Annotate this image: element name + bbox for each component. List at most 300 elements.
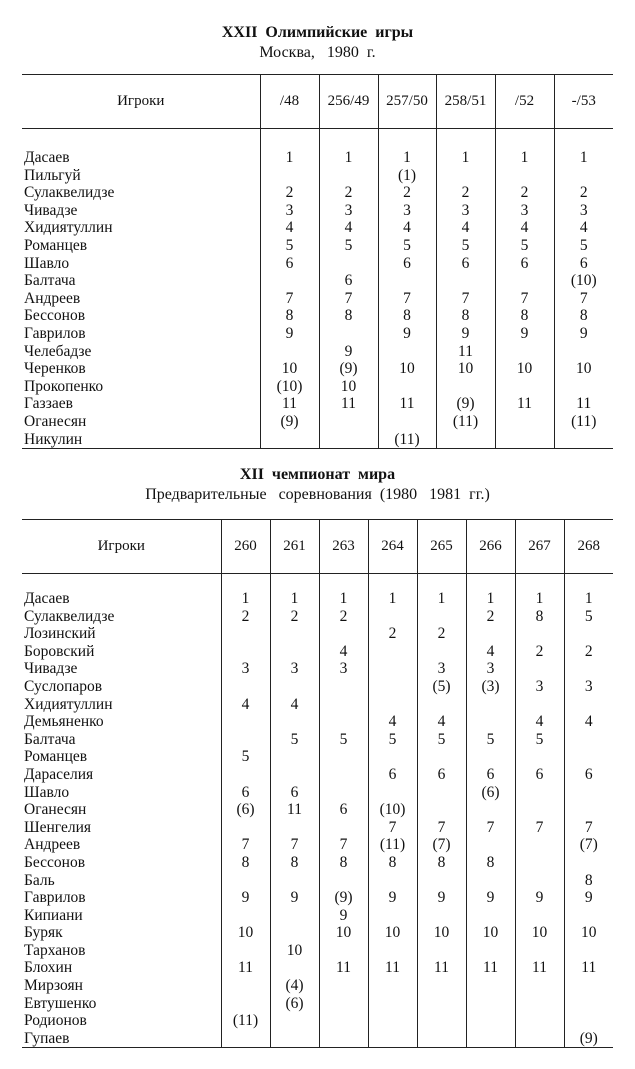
- lineup-position-cell: 10: [378, 360, 436, 378]
- lineup-position-cell: 11: [319, 395, 378, 413]
- lineup-position-cell: 10: [515, 924, 564, 942]
- lineup-position-cell: 10: [221, 924, 270, 942]
- lineup-position-cell: [221, 872, 270, 890]
- lineup-position-cell: 5: [368, 731, 417, 749]
- lineup-position-cell: 5: [495, 237, 554, 255]
- lineup-position-cell: 10: [466, 924, 515, 942]
- lineup-position-cell: 7: [378, 290, 436, 308]
- table-row: [22, 872, 613, 890]
- player-name: Романцев: [24, 236, 88, 254]
- lineup-position-cell: 4: [515, 713, 564, 731]
- lineup-position-cell: [221, 995, 270, 1013]
- lineup-position-cell: 10: [260, 360, 319, 378]
- lineup-position-cell: [417, 696, 466, 714]
- lineup-position-cell: 1: [368, 590, 417, 608]
- table-row: [22, 836, 613, 854]
- lineup-position-cell: 3: [495, 202, 554, 220]
- player-name: Кипиани: [24, 906, 83, 924]
- player-name: Оганесян: [24, 412, 87, 430]
- lineup-position-cell: [319, 995, 368, 1013]
- lineup-position-cell: (7): [417, 836, 466, 854]
- lineup-position-cell: [319, 413, 378, 431]
- lineup-position-cell: [554, 167, 613, 185]
- lineup-position-cell: [564, 907, 613, 925]
- lineup-position-cell: [466, 995, 515, 1013]
- table-row: [22, 149, 613, 167]
- match-column-header: 263: [319, 520, 368, 574]
- lineup-position-cell: 6: [378, 255, 436, 273]
- lineup-position-cell: 8: [319, 854, 368, 872]
- table-row: [22, 854, 613, 872]
- table-row: [22, 977, 613, 995]
- lineup-position-cell: [495, 343, 554, 361]
- player-name: Хидиятуллин: [24, 695, 113, 713]
- lineup-position-cell: [319, 942, 368, 960]
- lineup-position-cell: 7: [554, 290, 613, 308]
- lineup-position-cell: 5: [436, 237, 495, 255]
- lineup-position-cell: [466, 977, 515, 995]
- lineup-position-cell: [319, 255, 378, 273]
- lineup-position-cell: (11): [554, 413, 613, 431]
- lineup-position-cell: 2: [554, 184, 613, 202]
- lineup-position-cell: 2: [221, 608, 270, 626]
- lineup-position-cell: [515, 1030, 564, 1048]
- table-row: [22, 378, 613, 396]
- lineup-position-cell: 6: [319, 272, 378, 290]
- lineup-position-cell: 9: [319, 343, 378, 361]
- lineup-position-cell: [564, 784, 613, 802]
- player-name: Блохин: [24, 959, 73, 977]
- lineup-position-cell: [466, 748, 515, 766]
- player-name: Андреев: [24, 836, 81, 854]
- lineup-position-cell: [319, 325, 378, 343]
- lineup-position-cell: [319, 748, 368, 766]
- section1-subtitle: Москва, 1980 г.: [259, 44, 376, 61]
- player-name: Гаврилов: [24, 324, 86, 342]
- lineup-position-cell: 4: [495, 219, 554, 237]
- spacer-cell: [22, 574, 221, 591]
- lineup-position-cell: 3: [466, 660, 515, 678]
- lineup-position-cell: [417, 942, 466, 960]
- lineup-position-cell: [515, 660, 564, 678]
- lineup-position-cell: (6): [466, 784, 515, 802]
- spacer-cell: [319, 129, 378, 150]
- lineup-position-cell: [378, 272, 436, 290]
- lineup-position-cell: 10: [368, 924, 417, 942]
- lineup-position-cell: [260, 167, 319, 185]
- lineup-position-cell: [221, 713, 270, 731]
- lineup-position-cell: [368, 977, 417, 995]
- lineup-position-cell: [417, 1012, 466, 1030]
- lineup-position-cell: 11: [417, 959, 466, 977]
- match-column-header: 267: [515, 520, 564, 574]
- player-name: Шенгелия: [24, 818, 92, 836]
- table-row: [22, 325, 613, 343]
- lineup-position-cell: (11): [221, 1012, 270, 1030]
- lineup-position-cell: 11: [319, 959, 368, 977]
- lineup-position-cell: 6: [495, 255, 554, 273]
- lineup-position-cell: 6: [270, 784, 319, 802]
- lineup-position-cell: [436, 272, 495, 290]
- lineup-position-cell: 11: [515, 959, 564, 977]
- world-cup-qualifiers-table: [22, 519, 613, 1048]
- lineup-position-cell: [221, 977, 270, 995]
- table-row: [22, 360, 613, 378]
- table-row: [22, 748, 613, 766]
- lineup-position-cell: 5: [564, 608, 613, 626]
- spacer-row: [22, 129, 613, 150]
- lineup-position-cell: 6: [515, 766, 564, 784]
- player-name: Хидиятуллин: [24, 219, 113, 237]
- lineup-position-cell: 9: [221, 889, 270, 907]
- lineup-position-cell: 8: [270, 854, 319, 872]
- lineup-position-cell: [368, 1030, 417, 1048]
- lineup-position-cell: [270, 1030, 319, 1048]
- lineup-position-cell: [270, 819, 319, 837]
- lineup-position-cell: 3: [319, 202, 378, 220]
- lineup-position-cell: [270, 1012, 319, 1030]
- lineup-position-cell: [270, 766, 319, 784]
- lineup-position-cell: [515, 942, 564, 960]
- lineup-position-cell: [515, 977, 564, 995]
- player-name: Прокопенко: [24, 377, 104, 395]
- lineup-position-cell: [466, 713, 515, 731]
- lineup-position-cell: [495, 167, 554, 185]
- player-name: Гупаев: [24, 1029, 70, 1047]
- lineup-position-cell: [495, 413, 554, 431]
- lineup-position-cell: 3: [515, 678, 564, 696]
- lineup-position-cell: (9): [436, 395, 495, 413]
- lineup-position-cell: 2: [564, 643, 613, 661]
- lineup-position-cell: (5): [417, 678, 466, 696]
- table-row: [22, 272, 613, 290]
- lineup-position-cell: [270, 678, 319, 696]
- lineup-position-cell: [417, 784, 466, 802]
- lineup-position-cell: 1: [319, 590, 368, 608]
- lineup-position-cell: [515, 784, 564, 802]
- lineup-position-cell: [378, 378, 436, 396]
- lineup-position-cell: 7: [436, 290, 495, 308]
- player-name: Черенков: [24, 360, 86, 378]
- table-row: [22, 343, 613, 361]
- table-row: [22, 413, 613, 431]
- lineup-position-cell: [495, 272, 554, 290]
- lineup-position-cell: 5: [466, 731, 515, 749]
- lineup-position-cell: [368, 1012, 417, 1030]
- player-name: Родионов: [24, 1012, 87, 1030]
- lineup-position-cell: [319, 872, 368, 890]
- lineup-position-cell: 3: [436, 202, 495, 220]
- players-column-header: Игроки: [117, 93, 165, 109]
- section2-title: XII чемпионат мира: [239, 466, 396, 483]
- lineup-position-cell: 1: [515, 590, 564, 608]
- table-row: [22, 924, 613, 942]
- lineup-position-cell: 2: [436, 184, 495, 202]
- table-header-row: [22, 75, 613, 129]
- lineup-position-cell: 5: [554, 237, 613, 255]
- lineup-position-cell: [319, 696, 368, 714]
- lineup-position-cell: 9: [319, 907, 368, 925]
- table-row: [22, 660, 613, 678]
- player-name: Евтушенко: [24, 994, 97, 1012]
- lineup-position-cell: 1: [221, 590, 270, 608]
- lineup-position-cell: 1: [564, 590, 613, 608]
- player-name: Бессонов: [24, 307, 86, 325]
- lineup-position-cell: [221, 1030, 270, 1048]
- lineup-position-cell: [221, 643, 270, 661]
- lineup-position-cell: 1: [554, 149, 613, 167]
- lineup-position-cell: 11: [368, 959, 417, 977]
- player-name: Бессонов: [24, 853, 86, 871]
- table-row: [22, 219, 613, 237]
- lineup-position-cell: 2: [368, 625, 417, 643]
- lineup-position-cell: 4: [319, 219, 378, 237]
- lineup-position-cell: 6: [319, 801, 368, 819]
- lineup-position-cell: [368, 678, 417, 696]
- lineup-position-cell: 8: [564, 872, 613, 890]
- match-column-header: -/53: [554, 75, 613, 129]
- lineup-position-cell: 4: [436, 219, 495, 237]
- lineup-position-cell: (7): [564, 836, 613, 854]
- lineup-position-cell: 9: [417, 889, 466, 907]
- table-row: [22, 801, 613, 819]
- lineup-position-cell: [515, 995, 564, 1013]
- lineup-position-cell: [319, 431, 378, 449]
- lineup-position-cell: (6): [221, 801, 270, 819]
- lineup-position-cell: [564, 696, 613, 714]
- lineup-position-cell: 4: [270, 696, 319, 714]
- lineup-position-cell: 5: [319, 237, 378, 255]
- lineup-position-cell: [378, 343, 436, 361]
- lineup-position-cell: 8: [495, 307, 554, 325]
- lineup-position-cell: [466, 872, 515, 890]
- lineup-position-cell: [466, 836, 515, 854]
- lineup-position-cell: 2: [466, 608, 515, 626]
- lineup-position-cell: 10: [319, 378, 378, 396]
- player-name: Боровский: [24, 642, 95, 660]
- player-name: Тарханов: [24, 941, 86, 959]
- table-row: [22, 307, 613, 325]
- table-row: [22, 942, 613, 960]
- lineup-position-cell: 4: [319, 643, 368, 661]
- lineup-position-cell: 3: [260, 202, 319, 220]
- player-name: Челебадзе: [24, 342, 92, 360]
- lineup-position-cell: [417, 643, 466, 661]
- spacer-cell: [221, 574, 270, 591]
- player-name: Буряк: [24, 924, 63, 942]
- table-row: [22, 608, 613, 626]
- lineup-position-cell: 1: [436, 149, 495, 167]
- lineup-position-cell: 2: [319, 184, 378, 202]
- table-row: [22, 395, 613, 413]
- players-column-header: Игроки: [97, 538, 145, 554]
- table-row: [22, 907, 613, 925]
- lineup-position-cell: [417, 907, 466, 925]
- spacer-cell: [319, 574, 368, 591]
- lineup-position-cell: [368, 907, 417, 925]
- lineup-position-cell: 5: [319, 731, 368, 749]
- spacer-cell: [466, 574, 515, 591]
- lineup-position-cell: 5: [378, 237, 436, 255]
- spacer-cell: [554, 129, 613, 150]
- player-name: Романцев: [24, 748, 88, 766]
- lineup-position-cell: [319, 1012, 368, 1030]
- lineup-position-cell: 3: [221, 660, 270, 678]
- lineup-position-cell: [495, 431, 554, 449]
- lineup-position-cell: [221, 766, 270, 784]
- lineup-position-cell: 7: [260, 290, 319, 308]
- lineup-position-cell: 11: [564, 959, 613, 977]
- lineup-position-cell: 7: [221, 836, 270, 854]
- lineup-position-cell: [466, 1012, 515, 1030]
- lineup-position-cell: 1: [417, 590, 466, 608]
- lineup-position-cell: [368, 696, 417, 714]
- lineup-position-cell: 2: [378, 184, 436, 202]
- table-row: [22, 995, 613, 1013]
- lineup-position-cell: 4: [554, 219, 613, 237]
- lineup-position-cell: [417, 1030, 466, 1048]
- lineup-position-cell: [515, 836, 564, 854]
- lineup-position-cell: [368, 784, 417, 802]
- lineup-position-cell: 1: [319, 149, 378, 167]
- table-row: [22, 184, 613, 202]
- lineup-position-cell: [270, 872, 319, 890]
- lineup-position-cell: [515, 625, 564, 643]
- lineup-position-cell: 7: [495, 290, 554, 308]
- lineup-position-cell: 2: [270, 608, 319, 626]
- spacer-cell: [564, 574, 613, 591]
- spacer-cell: [260, 129, 319, 150]
- lineup-position-cell: 9: [495, 325, 554, 343]
- lineup-position-cell: 2: [319, 608, 368, 626]
- lineup-position-cell: 11: [466, 959, 515, 977]
- lineup-position-cell: [495, 378, 554, 396]
- table-row: [22, 784, 613, 802]
- lineup-position-cell: [368, 643, 417, 661]
- match-column-header: 268: [564, 520, 613, 574]
- lineup-position-cell: 10: [564, 924, 613, 942]
- lineup-position-cell: [270, 625, 319, 643]
- table-row: [22, 766, 613, 784]
- match-column-header: 257/50: [378, 75, 436, 129]
- lineup-position-cell: [270, 748, 319, 766]
- table-row: [22, 889, 613, 907]
- lineup-position-cell: 8: [260, 307, 319, 325]
- player-name: Никулин: [24, 430, 83, 448]
- lineup-position-cell: [466, 696, 515, 714]
- player-name: Балтача: [24, 730, 76, 748]
- lineup-position-cell: [564, 854, 613, 872]
- lineup-position-cell: 11: [495, 395, 554, 413]
- spacer-row: [22, 574, 613, 591]
- lineup-position-cell: 1: [378, 149, 436, 167]
- lineup-position-cell: [436, 431, 495, 449]
- lineup-position-cell: [270, 713, 319, 731]
- lineup-position-cell: (11): [436, 413, 495, 431]
- lineup-position-cell: 7: [368, 819, 417, 837]
- section2-subtitle: Предварительные соревнования (1980 1981 гг.): [145, 486, 490, 503]
- lineup-position-cell: 5: [221, 748, 270, 766]
- table-row: [22, 237, 613, 255]
- player-name: Чивадзе: [24, 660, 78, 678]
- lineup-position-cell: [260, 272, 319, 290]
- spacer-cell: [378, 129, 436, 150]
- player-name: Баль: [24, 871, 55, 889]
- table-row: [22, 590, 613, 608]
- lineup-position-cell: [319, 625, 368, 643]
- lineup-position-cell: [564, 731, 613, 749]
- lineup-position-cell: [564, 995, 613, 1013]
- lineup-position-cell: 4: [466, 643, 515, 661]
- lineup-position-cell: [319, 819, 368, 837]
- lineup-position-cell: 11: [260, 395, 319, 413]
- match-column-header: 264: [368, 520, 417, 574]
- lineup-position-cell: [564, 801, 613, 819]
- lineup-position-cell: 9: [270, 889, 319, 907]
- lineup-position-cell: [417, 748, 466, 766]
- lineup-position-cell: 10: [417, 924, 466, 942]
- lineup-position-cell: [319, 784, 368, 802]
- lineup-position-cell: [515, 854, 564, 872]
- match-column-header: 260: [221, 520, 270, 574]
- lineup-position-cell: (9): [319, 889, 368, 907]
- lineup-position-cell: [270, 924, 319, 942]
- spacer-cell: [22, 129, 260, 150]
- lineup-position-cell: 9: [436, 325, 495, 343]
- lineup-position-cell: [221, 907, 270, 925]
- lineup-position-cell: [260, 431, 319, 449]
- section1-title: XXII Олимпийские игры: [221, 24, 414, 41]
- lineup-position-cell: 10: [270, 942, 319, 960]
- lineup-position-cell: 6: [436, 255, 495, 273]
- lineup-position-cell: [417, 995, 466, 1013]
- match-column-header: 258/51: [436, 75, 495, 129]
- player-name: Газзаев: [24, 395, 73, 413]
- match-column-header: /48: [260, 75, 319, 129]
- table-row: [22, 1012, 613, 1030]
- lineup-position-cell: 4: [221, 696, 270, 714]
- lineup-position-cell: [564, 942, 613, 960]
- lineup-position-cell: 5: [417, 731, 466, 749]
- lineup-position-cell: 8: [554, 307, 613, 325]
- lineup-position-cell: [564, 625, 613, 643]
- player-name: Дараселия: [24, 765, 94, 783]
- lineup-position-cell: 11: [270, 801, 319, 819]
- lineup-position-cell: [564, 1012, 613, 1030]
- lineup-position-cell: 11: [554, 395, 613, 413]
- lineup-position-cell: [368, 872, 417, 890]
- player-name: Мирзоян: [24, 977, 83, 995]
- lineup-position-cell: [515, 872, 564, 890]
- lineup-position-cell: 3: [270, 660, 319, 678]
- table-row: [22, 431, 613, 449]
- lineup-position-cell: 4: [378, 219, 436, 237]
- match-column-header: 265: [417, 520, 466, 574]
- lineup-position-cell: [466, 1030, 515, 1048]
- player-name: Дасаев: [24, 590, 70, 607]
- lineup-position-cell: (3): [466, 678, 515, 696]
- lineup-position-cell: 9: [260, 325, 319, 343]
- match-column-header: 256/49: [319, 75, 378, 129]
- lineup-position-cell: [319, 713, 368, 731]
- lineup-position-cell: [368, 942, 417, 960]
- player-name: Суслопаров: [24, 677, 103, 695]
- lineup-position-cell: [368, 660, 417, 678]
- lineup-position-cell: [466, 942, 515, 960]
- lineup-position-cell: 7: [515, 819, 564, 837]
- player-name: Балтача: [24, 272, 76, 290]
- lineup-position-cell: 7: [319, 836, 368, 854]
